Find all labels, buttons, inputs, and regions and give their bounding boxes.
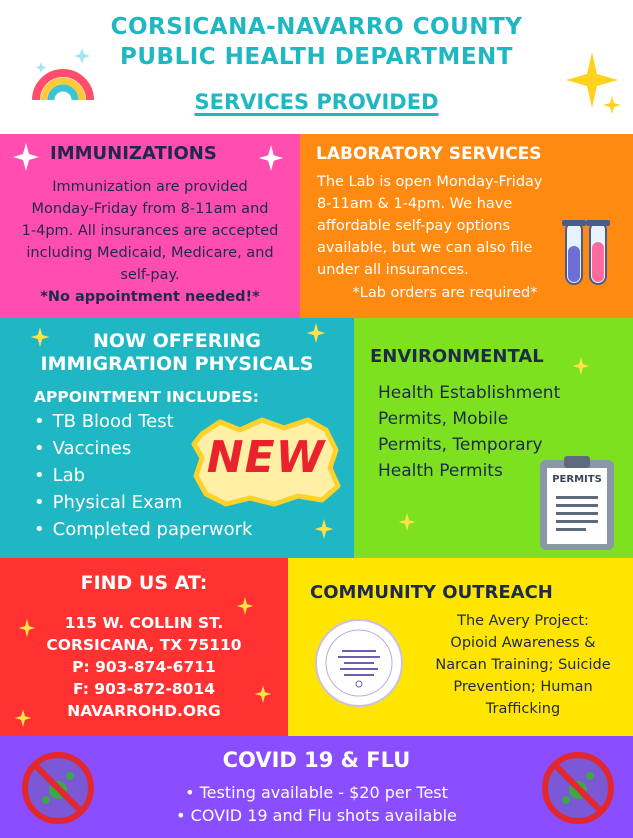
test-tubes-icon: [556, 216, 616, 292]
find-us-heading: FIND US AT:: [80, 572, 208, 594]
title-line-1: CORSICANA-NAVARRO COUNTY: [110, 14, 523, 40]
sparkle-icon: [12, 142, 40, 172]
title-line-2: PUBLIC HEALTH DEPARTMENT: [120, 44, 513, 70]
community-outreach-text: The Avery Project: Opioid Awareness & Narcan Training; Suicide Prevention; Human Trafficking: [435, 613, 611, 717]
immigration-heading: NOW OFFERING IMMIGRATION PHYSICALS: [40, 330, 314, 375]
list-item: • Physical Exam: [34, 489, 252, 516]
list-item: • Vaccines: [34, 435, 252, 462]
laboratory-note: *Lab orders are required*: [352, 285, 538, 301]
covid-list: [0, 781, 633, 827]
immunizations-heading: IMMUNIZATIONS: [50, 143, 217, 164]
community-outreach-panel: [288, 558, 633, 736]
clipboard-label: PERMITS: [552, 474, 602, 485]
list-item: • COVID 19 and Flu shots available: [176, 806, 457, 825]
sparkle-icon: [572, 356, 590, 376]
list-item: • Testing available - $20 per Test: [185, 783, 448, 802]
find-us-address: 115 W. COLLIN ST. CORSICANA, TX 75110 P: 903-874-6711 F: 903-872-8014 NAVARROHD.ORG: [46, 614, 242, 720]
list-item: • TB Blood Test: [34, 408, 252, 435]
list-item: • Completed paperwork: [34, 516, 252, 543]
seal-icon: [314, 618, 404, 708]
clipboard-icon: [538, 454, 616, 552]
environmental-panel: [354, 318, 633, 558]
new-badge-label: NEW: [206, 432, 326, 483]
sparkle-icon: [398, 512, 416, 532]
immunizations-panel: [0, 134, 300, 318]
environmental-heading: ENVIRONMENTAL: [370, 346, 544, 367]
sparkle-icon: [254, 684, 272, 704]
appointment-subheading: APPOINTMENT INCLUDES:: [34, 388, 259, 406]
community-outreach-heading: COMMUNITY OUTREACH: [310, 582, 553, 603]
laboratory-panel: [300, 134, 633, 318]
list-item: • Lab: [34, 462, 252, 489]
environmental-text: Health Establishment Permits, Mobile Permits, Temporary Health Permits: [378, 383, 561, 481]
laboratory-text: The Lab is open Monday-Friday 8-11am & 1-4pm. We have affordable self-pay options available, but we can also file under all insurances.: [317, 174, 543, 278]
services-provided-heading: SERVICES PROVIDED: [194, 90, 439, 114]
find-us-panel: [0, 558, 288, 736]
sparkle-icon: [236, 596, 254, 616]
covid-heading: COVID 19 & FLU: [222, 748, 411, 772]
sparkle-icon: [18, 618, 36, 638]
sparkle-icon: [314, 518, 334, 540]
sparkle-icon: [14, 708, 32, 728]
immunizations-text: Immunization are provided Monday-Friday from 8-11am and 1-4pm. All insurances are accepted including Medicaid, Medicare, and self-pay. *No appointment needed!*: [21, 179, 279, 305]
sparkle-icon: [258, 144, 284, 172]
laboratory-heading: LABORATORY SERVICES: [316, 144, 542, 164]
immigration-panel: [0, 318, 354, 558]
